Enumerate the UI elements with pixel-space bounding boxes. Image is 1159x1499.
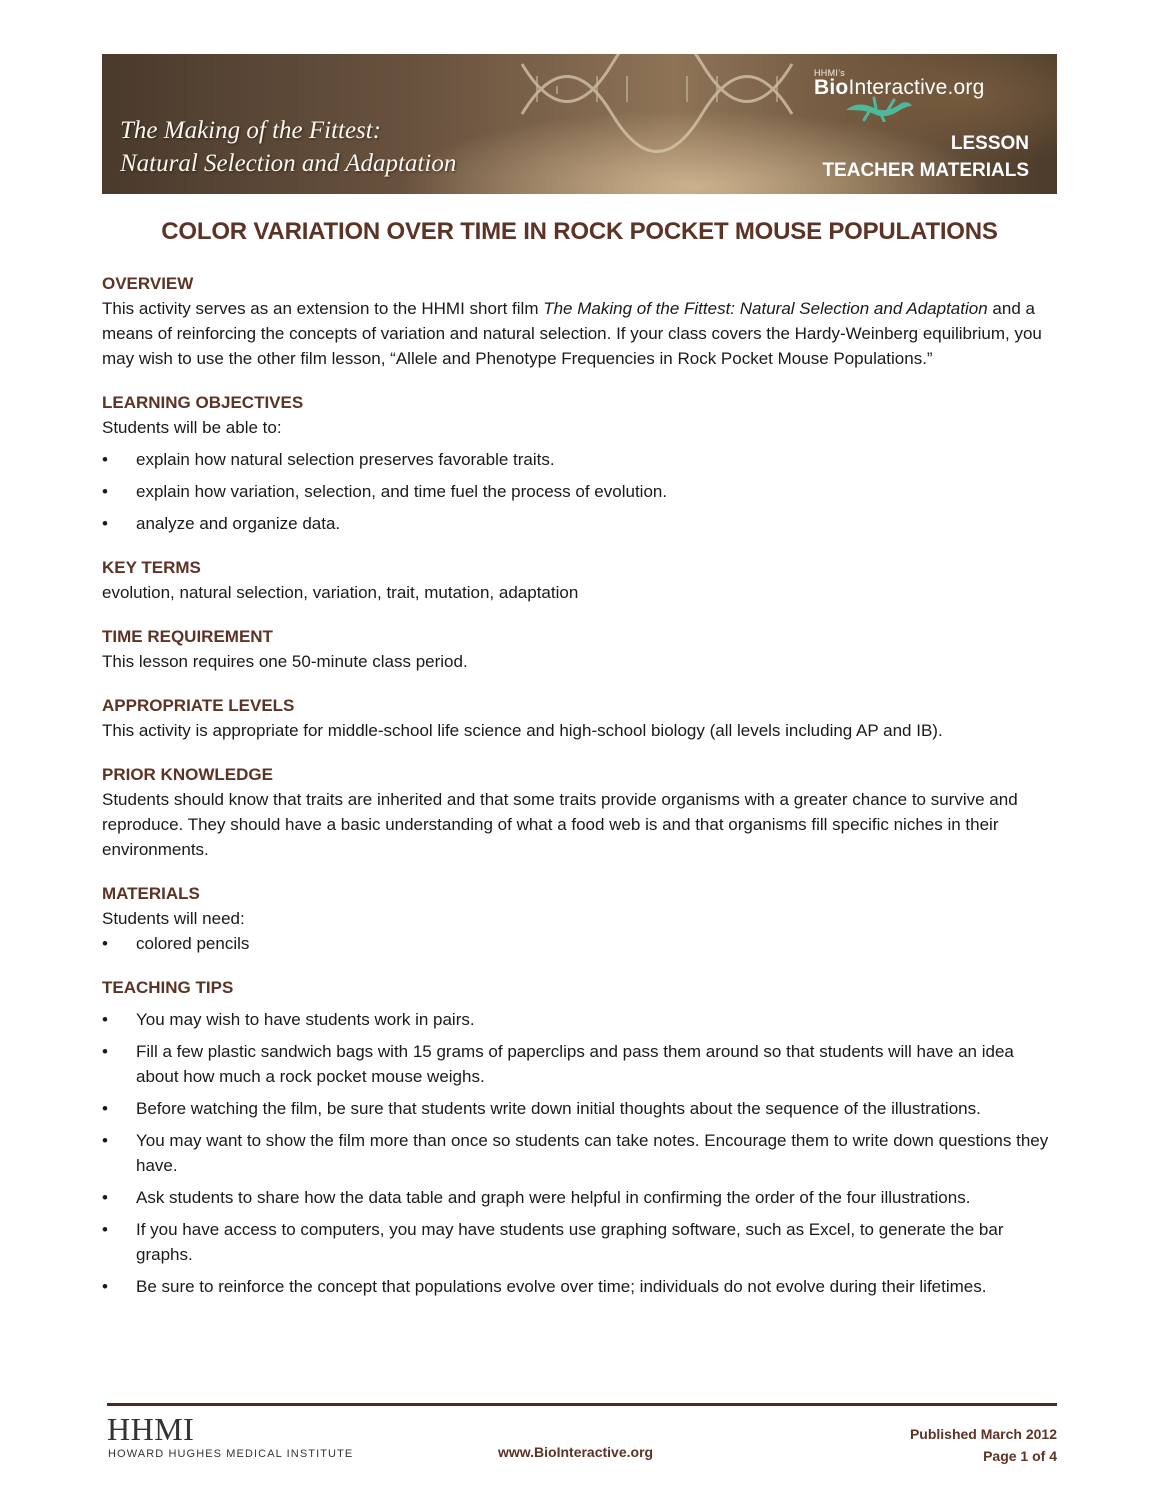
prior-knowledge-text: Students should know that traits are inherited and that some traits provide organisms with a greater chance to survive and reproduce. They should have a basic understanding of what a food web is and that organisms fill specific niches in their environments. [102,790,1018,859]
bullet-icon: • [102,1131,108,1150]
logo-bio: Bio [814,76,849,99]
time-heading: TIME REQUIREMENT [102,627,273,646]
levels-heading: APPROPRIATE LEVELS [102,696,295,715]
bullet-icon: • [102,934,108,953]
bullet-icon: • [102,1220,108,1239]
logo-interactive: Interactive.org [848,76,985,99]
hhmi-logo: HHMI [107,1411,195,1447]
list-item-text: explain how variation, selection, and time fuel the process of evolution. [136,482,668,501]
published-date: Published March 2012 [909,1426,1057,1442]
banner-title-line-2: Natural Selection and Adaptation [120,150,457,177]
biointeractive-logo [814,68,1044,124]
list-item [102,479,1057,504]
list-item-text: If you have access to computers, you may have students use graphing software, such as Excel, to generate the bar graphs. [136,1220,1004,1264]
banner-title [120,114,456,180]
overview-text [102,296,1057,371]
list-item-text: analyze and organize data. [136,514,341,533]
prior-knowledge-heading: PRIOR KNOWLEDGE [102,765,273,784]
overview-text-end: and a means of reinforcing the concepts of variation and natural selection. If your class covers the Hardy-Weinberg equilibrium, you may wish to use the other film lesson, “Allele and Phenotype Frequencies in Rock Pocket Mouse Populations.” [102,299,1042,368]
overview-section [102,272,1057,371]
list-item [102,447,1057,472]
materials-heading: MATERIALS [102,884,200,903]
footer-publication-info [910,1423,1057,1467]
levels-text: This activity is appropriate for middle-school life science and high-school biology (all levels including AP and IB). [102,721,943,740]
list-item-text: Ask students to share how the data table and graph were helpful in confirming the order of the four illustrations. [136,1188,971,1207]
teaching-tips-list [102,1007,1057,1299]
overview-text-start: This activity serves as an extension to the HHMI short film [102,299,544,318]
objectives-heading: LEARNING OBJECTIVES [102,393,304,412]
overview-heading: OVERVIEW [102,274,194,293]
list-item-text: You may want to show the film more than once so students can take notes. Encourage them to write down questions they have. [136,1131,1049,1175]
objectives-intro: Students will be able to: [102,418,282,437]
time-section [102,625,1057,674]
bullet-icon: • [102,450,108,469]
footer-divider [107,1403,1057,1406]
list-item-text: colored pencils [136,934,250,953]
teaching-tips-section [102,976,1057,1299]
bullet-icon: • [102,1188,108,1207]
list-item [102,1274,1057,1299]
list-item [102,931,1057,956]
header-banner [102,54,1057,194]
list-item [102,1128,1057,1178]
key-terms-heading: KEY TERMS [102,558,201,577]
materials-list [102,931,1057,956]
page-number: Page 1 of 4 [983,1448,1057,1464]
bullet-icon: • [102,1010,108,1029]
objectives-list [102,447,1057,536]
materials-section [102,882,1057,956]
lizard-icon [844,92,914,122]
document-body [102,272,1057,1319]
levels-section [102,694,1057,743]
teaching-tips-heading: TEACHING TIPS [102,978,234,997]
list-item [102,1096,1057,1121]
list-item [102,1007,1057,1032]
list-item-text: Be sure to reinforce the concept that populations evolve over time; individuals do not evolve during their lifetimes. [136,1277,987,1296]
key-terms-text: evolution, natural selection, variation, trait, mutation, adaptation [102,583,579,602]
lesson-label-line-2: TEACHER MATERIALS [822,160,1029,181]
objectives-section [102,391,1057,536]
time-text: This lesson requires one 50-minute class period. [102,652,468,671]
logo-hhmi-small: HHMI's [814,68,846,78]
list-item [102,1185,1057,1210]
prior-knowledge-section [102,763,1057,862]
bullet-icon: • [102,482,108,501]
list-item [102,511,1057,536]
list-item-text: Before watching the film, be sure that students write down initial thoughts about the sequence of the illustrations. [136,1099,981,1118]
bullet-icon: • [102,1099,108,1118]
list-item-text: Fill a few plastic sandwich bags with 15 grams of paperclips and pass them around so that students will have an idea about how much a rock pocket mouse weighs. [136,1042,1014,1086]
bullet-icon: • [102,1277,108,1296]
lesson-label-line-1: LESSON [950,133,1029,154]
institute-name: HOWARD HUGHES MEDICAL INSTITUTE [108,1448,354,1460]
bullet-icon: • [102,1042,108,1061]
key-terms-section [102,556,1057,605]
list-item-text: You may wish to have students work in pairs. [136,1010,475,1029]
banner-title-line-1: The Making of the Fittest: [120,117,382,144]
bullet-icon: • [102,514,108,533]
list-item [102,1039,1057,1089]
document-title: COLOR VARIATION OVER TIME IN ROCK POCKET MOUSE POPULATIONS [161,218,998,245]
film-title: The Making of the Fittest: Natural Selection and Adaptation [543,299,988,318]
website-link[interactable]: www.BioInteractive.org [498,1444,654,1460]
lesson-label [822,130,1029,184]
list-item [102,1217,1057,1267]
list-item-text: explain how natural selection preserves favorable traits. [136,450,555,469]
materials-intro: Students will need: [102,909,245,928]
